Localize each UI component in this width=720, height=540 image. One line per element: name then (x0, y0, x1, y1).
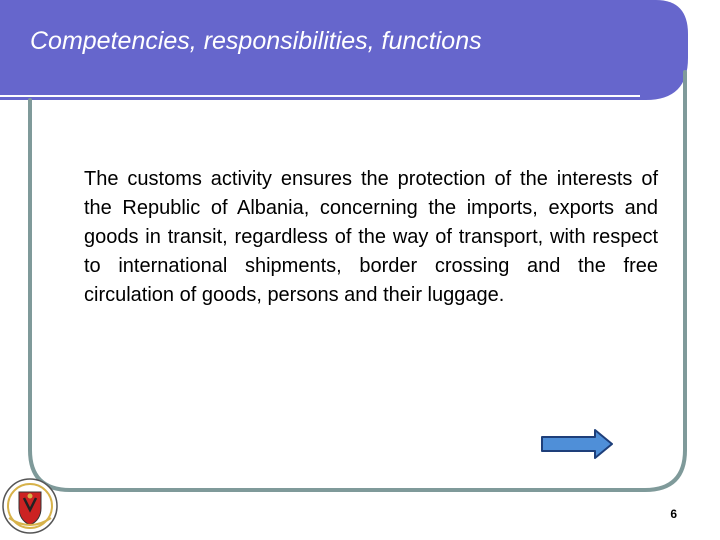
right-arrow-icon[interactable] (541, 429, 613, 459)
page-number: 6 (670, 507, 677, 521)
slide-title: Competencies, responsibilities, functions (30, 27, 482, 55)
customs-emblem-icon (0, 474, 60, 534)
slide-body-text: The customs activity ensures the protection of the interests of the Republic of Albania, concerning the imports, exports and goods in transit, regardless of the way of transport, with respect to international shipments, border crossing and the free circulation of goods, persons and their luggage. (84, 168, 658, 306)
